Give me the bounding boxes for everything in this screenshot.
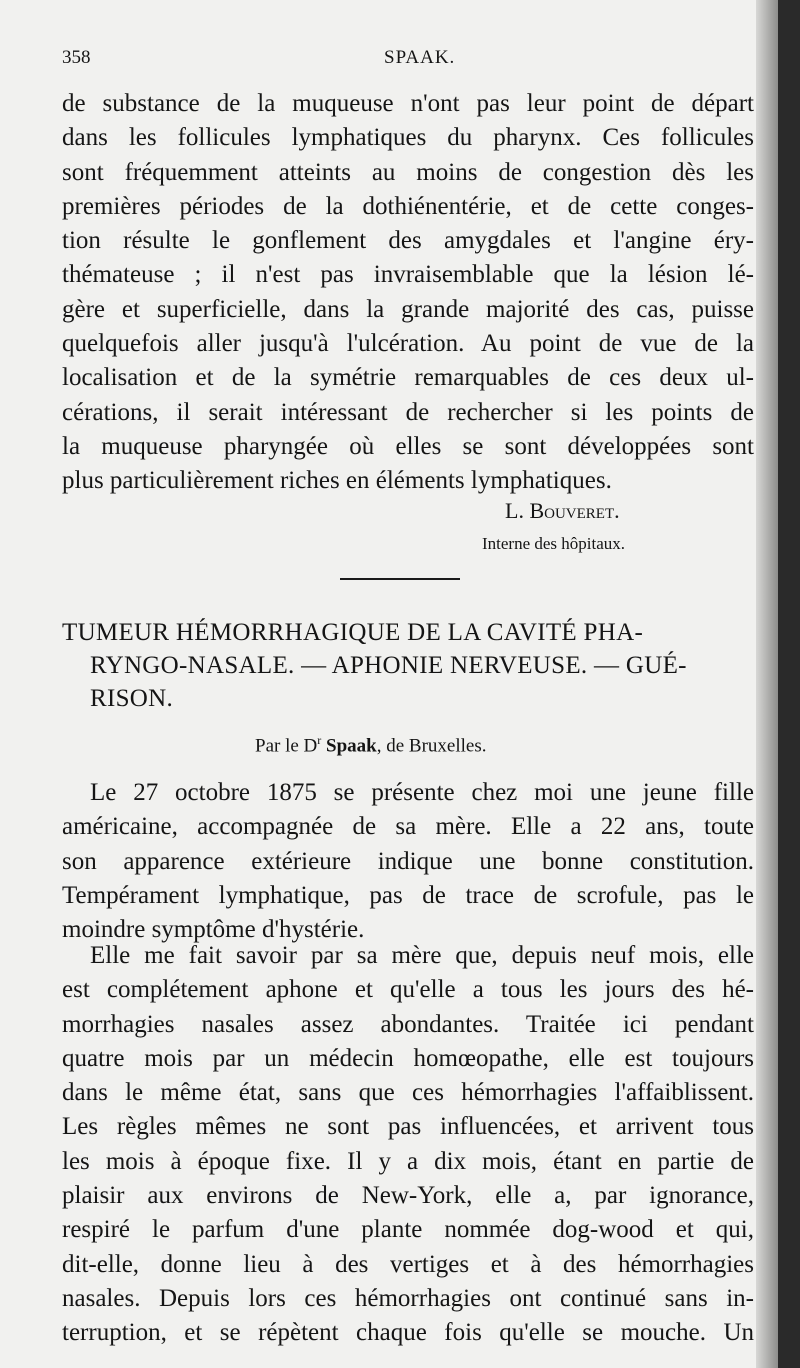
- paragraph: [62, 776, 754, 947]
- text-line: dans le même état, sans que ces hémorrhagies l'affaiblissent.: [62, 1079, 754, 1107]
- text-line: Tempérament lymphatique, pas de trace de scrofule, pas le: [62, 881, 754, 909]
- page-header: [62, 47, 752, 77]
- text-line: premières périodes de la dothiénentérie, et de cette conges-: [62, 192, 754, 220]
- text-line: localisation et de la symétrie remarquables de ces deux ul-: [62, 364, 754, 392]
- text-line: la muqueuse pharyngée où elles se sont développées sont: [62, 432, 754, 460]
- byline-suffix: , de Bruxelles.: [376, 735, 487, 757]
- title-line: TUMEUR HÉMORRHAGIQUE DE LA CAVITÉ PHA-: [62, 619, 644, 646]
- paragraph-continued: [62, 87, 754, 499]
- section-divider: [340, 578, 460, 580]
- text-line: est complétement aphone et qu'elle a tous les jours des hé-: [62, 976, 754, 1004]
- byline-author: Spaak: [326, 735, 377, 757]
- paragraph: [62, 939, 754, 1351]
- text-line: morrhagies nasales assez abondantes. Traitée ici pendant: [62, 1010, 754, 1038]
- title-line: RISON.: [90, 685, 174, 712]
- text-line: quatre mois par un médecin homœopathe, elle est toujours: [62, 1044, 754, 1072]
- author-signature: L. Bouveret.: [505, 498, 620, 523]
- text-line: tion résulte le gonflement des amygdales et l'angine éry-: [62, 227, 754, 255]
- text-line: les mois à époque fixe. Il y a dix mois, étant en partie de: [62, 1147, 754, 1175]
- byline-prefix: Par le D: [255, 735, 318, 757]
- article-title: [62, 616, 757, 715]
- text-line: cérations, il serait intéressant de rechercher si les points de: [62, 398, 754, 426]
- text-line: nasales. Depuis lors ces hémorrhagies ont continué sans in-: [62, 1284, 754, 1312]
- running-head: SPAAK.: [384, 47, 456, 68]
- text-line: son apparence extérieure indique une bonne constitution.: [62, 847, 754, 875]
- text-line: terruption, et se répètent chaque fois qu'elle se mouche. Un: [62, 1319, 754, 1347]
- byline-superscript: r: [317, 733, 322, 747]
- text-line: quelquefois aller jusqu'à l'ulcération. Au point de vue de la: [62, 330, 754, 358]
- text-line: Les règles mêmes ne sont pas influencées, et arrivent tous: [62, 1113, 754, 1141]
- text-line: moindre symptôme d'hystérie.: [62, 916, 365, 944]
- text-line: gère et superficielle, dans la grande majorité des cas, puisse: [62, 295, 754, 323]
- page-number: 358: [62, 47, 91, 68]
- text-line: de substance de la muqueuse n'ont pas leur point de départ: [62, 90, 754, 117]
- title-line: RYNGO-NASALE. — APHONIE NERVEUSE. — GUÉ-: [90, 652, 687, 679]
- text-line: plaisir aux environs de New-York, elle a, par ignorance,: [62, 1182, 754, 1210]
- author-role: Interne des hôpitaux.: [482, 534, 626, 553]
- text-line: respiré le parfum d'une plante nommée dog-wood et qui,: [62, 1216, 754, 1244]
- text-line: dit-elle, donne lieu à des vertiges et à des hémorrhagies: [62, 1250, 754, 1278]
- text-line: dans les follicules lymphatiques du pharynx. Ces follicules: [62, 124, 754, 152]
- text-line: thémateuse ; il n'est pas invraisemblable que la lésion lé-: [62, 261, 754, 289]
- text-line: Le 27 octobre 1875 se présente chez moi une jeune fille: [90, 779, 754, 806]
- article-byline: [255, 733, 486, 757]
- page-edge-shadow: [756, 0, 778, 1368]
- text-line: plus particulièrement riches en éléments lymphatiques.: [62, 467, 612, 495]
- text-line: américaine, accompagnée de sa mère. Elle a 22 ans, toute: [62, 813, 754, 841]
- text-line: Elle me fait savoir par sa mère que, depuis neuf mois, elle: [90, 942, 754, 969]
- text-line: sont fréquemment atteints au moins de congestion dès les: [62, 158, 754, 186]
